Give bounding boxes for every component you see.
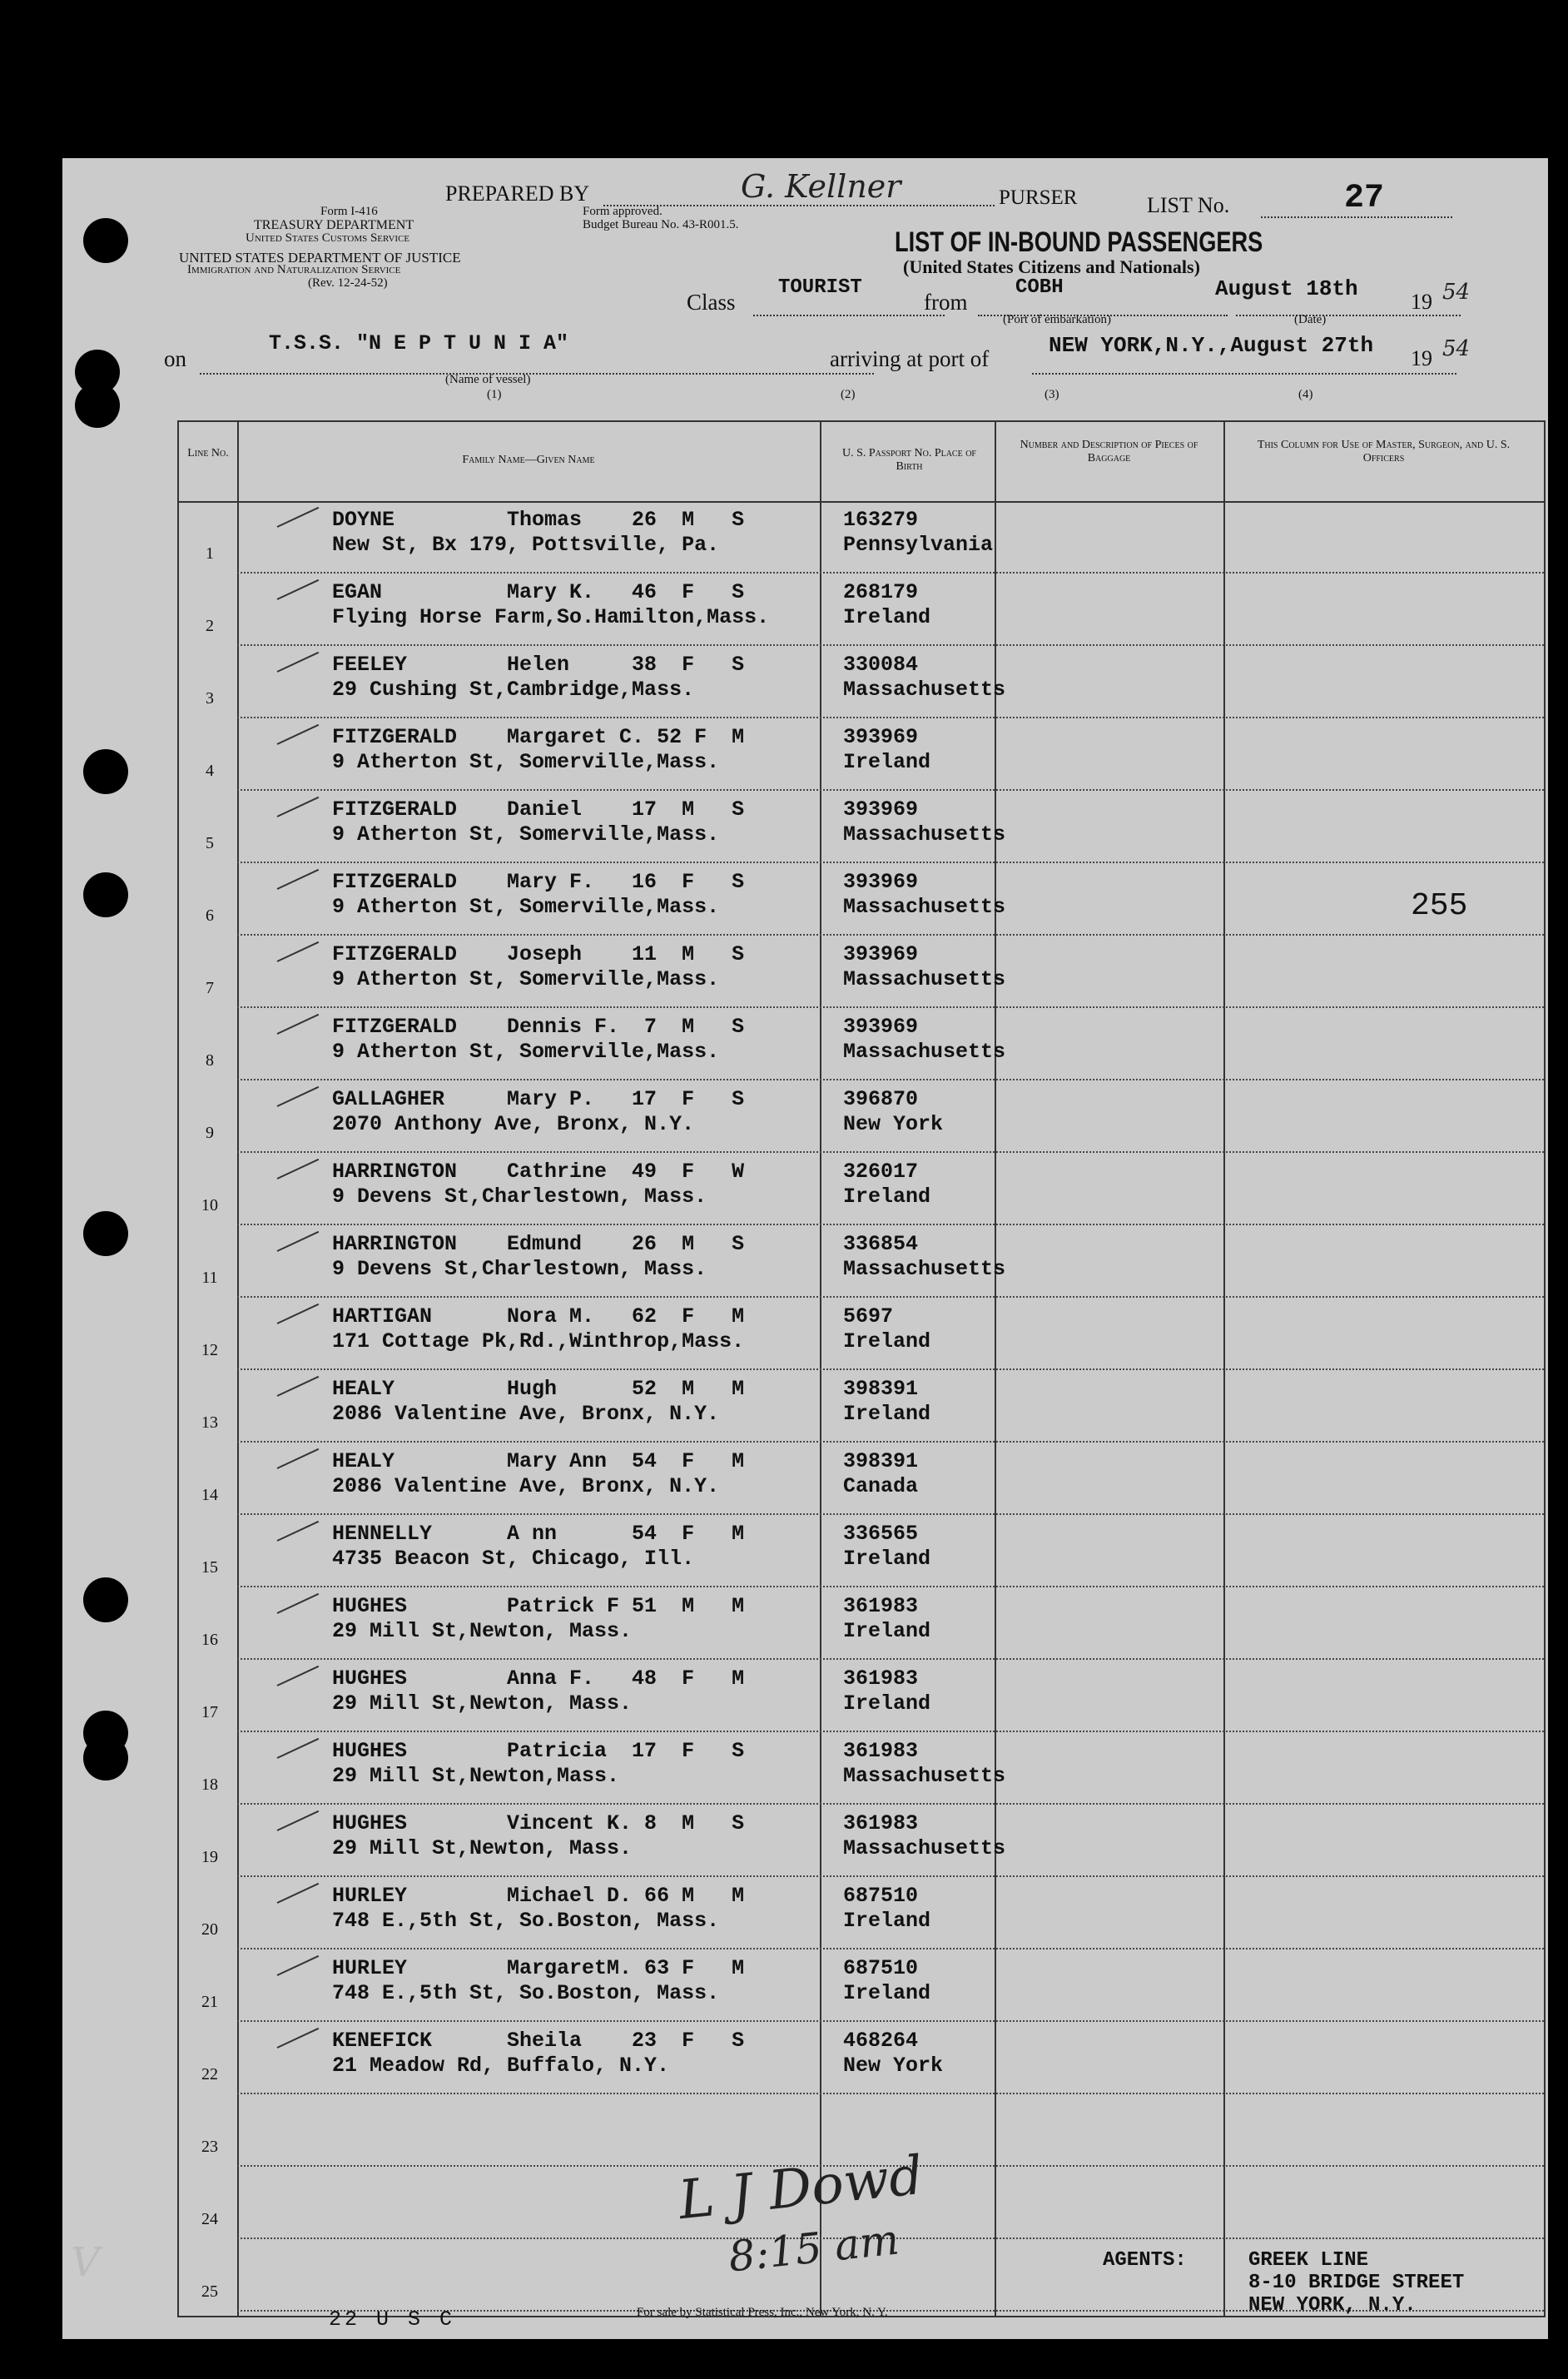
passenger-address-line: 9 Atherton St, Somerville,Mass. [332,1040,720,1064]
date-value: August 18th [1215,276,1358,301]
check-mark [277,2028,320,2049]
vessel-name: T.S.S. "N E P T U N I A" [269,331,569,355]
passenger-address-line: 748 E.,5th St, So.Boston, Mass. [332,1981,720,2005]
check-mark [277,1521,320,1542]
place-of-birth: Massachusetts [843,678,1006,702]
passenger-address-line: New St, Bx 179, Pottsville, Pa. [332,533,720,557]
header-passport: U. S. Passport No. Place of Birth [842,447,976,473]
check-mark [277,1955,320,1976]
place-of-birth: Ireland [843,1619,931,1643]
place-of-birth: Canada [843,1474,919,1498]
customs-service: United States Customs Service [246,231,410,245]
passenger-address-line: 9 Atherton St, Somerville,Mass. [332,967,720,991]
line-number: 19 [201,1848,218,1866]
stamp-number: 255 [1411,888,1468,924]
table-row [179,1805,1544,1877]
vessel-name-label: (Name of vessel) [445,373,531,386]
place-of-birth: Massachusetts [843,895,1006,919]
passenger-address-line: 9 Atherton St, Somerville,Mass. [332,895,720,919]
binder-hole [83,872,128,917]
table-row [179,1949,1544,2022]
prepared-by-label: PREPARED BY [445,181,590,206]
passport-number: 330084 [843,653,919,677]
table-row [179,1153,1544,1225]
passport-number: 687510 [843,1956,919,1980]
table-row [179,1298,1544,1370]
passenger-address-line: 9 Devens St,Charlestown, Mass. [332,1257,707,1281]
line-number: 24 [201,2210,218,2228]
passport-number: 361983 [843,1811,919,1835]
table-row [179,1443,1544,1515]
passport-number: 336854 [843,1232,919,1256]
passenger-name-line: HARTIGAN Nora M. 62 F M [332,1304,745,1329]
passenger-address-line: 9 Atherton St, Somerville,Mass. [332,822,720,847]
passport-number: 393969 [843,725,919,749]
place-of-birth: Massachusetts [843,1257,1006,1281]
check-mark [277,1448,320,1469]
place-of-birth: Ireland [843,1981,931,2005]
passenger-address-line: 9 Atherton St, Somerville,Mass. [332,750,720,774]
table-row [179,936,1544,1008]
agents-line-3: NEW YORK, N.Y. [1248,2294,1417,2317]
passport-number: 5697 [843,1304,894,1329]
table-row [179,863,1544,936]
officer-signature: L J Dowd [675,2144,926,2232]
check-mark [277,797,320,817]
passport-number: 398391 [843,1449,919,1473]
place-of-birth: Ireland [843,1185,931,1209]
line-number: 20 [201,1920,218,1939]
justice-department: UNITED STATES DEPARTMENT OF JUSTICE [179,250,461,266]
passenger-name-line: KENEFICK Sheila 23 F S [332,2029,745,2053]
check-mark [277,652,320,673]
binder-hole [83,218,128,263]
place-of-birth: Massachusetts [843,967,1006,991]
passenger-name-line: EGAN Mary K. 46 F S [332,580,745,604]
margin-mark: V [71,2239,100,2286]
place-of-birth: Ireland [843,1547,931,1571]
passport-number: 393969 [843,870,919,894]
passenger-address-line: 748 E.,5th St, So.Boston, Mass. [332,1909,720,1933]
passport-number: 393969 [843,797,919,822]
check-mark [277,1593,320,1614]
passport-number: 468264 [843,2029,919,2053]
passenger-address-line: Flying Horse Farm,So.Hamilton,Mass. [332,605,770,629]
year2-suffix: 54 [1442,336,1471,361]
manifest-sheet [62,158,1548,2339]
passenger-name-line: FITZGERALD Margaret C. 52 F M [332,725,745,749]
passenger-address-line: 171 Cottage Pk,Rd.,Winthrop,Mass. [332,1329,745,1353]
class-value: TOURIST [778,276,862,299]
line-number: 4 [206,762,214,780]
place-of-birth: New York [843,2054,944,2078]
revision: (Rev. 12-24-52) [308,276,388,290]
place-of-birth: Ireland [843,1909,931,1933]
year2-prefix: 19 [1411,346,1432,370]
passenger-name-line: FITZGERALD Joseph 11 M S [332,942,745,966]
table-row [179,574,1544,646]
agents-label: AGENTS: [1103,2249,1187,2272]
passport-number: 393969 [843,1015,919,1039]
table-row [179,1515,1544,1587]
passenger-address-line: 29 Mill St,Newton,Mass. [332,1764,620,1788]
arriving-value: NEW YORK,N.Y.,August 27th [1049,333,1374,358]
table-row [179,1080,1544,1153]
check-mark [277,579,320,600]
check-mark [277,1376,320,1397]
passport-number: 396870 [843,1087,919,1111]
from-label: from [924,290,968,315]
header-line-no: Line No. [187,447,229,459]
column-3-label: (3) [1045,388,1059,401]
passenger-name-line: DOYNE Thomas 26 M S [332,508,745,532]
check-mark [277,1810,320,1831]
line-number: 13 [201,1413,218,1432]
table-row [179,501,1544,574]
table-row [179,1587,1544,1660]
year-suffix: 54 [1442,280,1471,305]
table-row [179,1225,1544,1298]
passenger-name-line: HUGHES Anna F. 48 F M [332,1666,745,1691]
place-of-birth: Ireland [843,750,931,774]
agents-line-1: GREEK LINE [1248,2249,1369,2272]
from-value: COBH [1015,276,1064,299]
budget-bureau: Budget Bureau No. 43-R001.5. [583,218,739,231]
check-mark [277,1666,320,1686]
column-2-label: (2) [841,388,856,401]
place-of-birth: Ireland [843,1402,931,1426]
line-number: 8 [206,1051,214,1070]
line-number: 11 [201,1269,218,1287]
check-mark [277,1159,320,1180]
passenger-address-line: 9 Devens St,Charlestown, Mass. [332,1185,707,1209]
line-number: 10 [201,1196,218,1214]
column-1-label: (1) [487,388,502,401]
officer-time: 8:15 am [726,2215,901,2282]
port-of-embarkation-label: (Port of embarkation) [1003,313,1111,326]
passport-number: 361983 [843,1594,919,1618]
line-number: 21 [201,1993,218,2011]
place-of-birth: Massachusetts [843,1836,1006,1860]
table-row [179,1877,1544,1949]
line-number: 3 [206,689,214,708]
passenger-name-line: HEALY Hugh 52 M M [332,1377,745,1401]
passenger-name-line: HARRINGTON Edmund 26 M S [332,1232,745,1256]
binder-hole [83,1577,128,1622]
header-name: Family Name—Given Name [462,454,595,466]
check-mark [277,1231,320,1252]
immigration-service: Immigration and Naturalization Service [187,263,401,276]
passport-number: 361983 [843,1739,919,1763]
table-row [179,791,1544,863]
passenger-name-line: HURLEY MargaretM. 63 F M [332,1956,745,1980]
passport-number: 361983 [843,1666,919,1691]
date-label: (Date) [1294,313,1327,326]
purser-label: PURSER [999,186,1078,209]
check-mark [277,1883,320,1904]
passenger-table [177,420,1546,2332]
table-row [179,1008,1544,1080]
passenger-name-line: HUGHES Patricia 17 F S [332,1739,745,1763]
line-number: 9 [206,1124,214,1142]
line-number: 15 [201,1558,218,1577]
place-of-birth: Massachusetts [843,1764,1006,1788]
passenger-address-line: 2070 Anthony Ave, Bronx, N.Y. [332,1112,695,1136]
place-of-birth: Massachusetts [843,822,1006,847]
passenger-name-line: HARRINGTON Cathrine 49 F W [332,1160,745,1184]
line-number: 25 [201,2282,218,2301]
line-number: 22 [201,2065,218,2083]
passenger-name-line: FITZGERALD Daniel 17 M S [332,797,745,822]
passenger-address-line: 29 Cushing St,Cambridge,Mass. [332,678,695,702]
place-of-birth: New York [843,1112,944,1136]
passenger-name-line: HEALY Mary Ann 54 F M [332,1449,745,1473]
place-of-birth: Ireland [843,605,931,629]
check-mark [277,507,320,528]
passenger-address-line: 2086 Valentine Ave, Bronx, N.Y. [332,1402,720,1426]
line-number: 6 [206,906,214,925]
line-number: 1 [206,544,214,563]
agents-line-2: 8-10 BRIDGE STREET [1248,2272,1465,2294]
arriving-label: arriving at port of [830,346,990,371]
usc-note: 22 U S C [329,2307,456,2332]
year-prefix: 19 [1411,290,1432,314]
on-label: on [164,346,186,371]
passport-number: 326017 [843,1160,919,1184]
passenger-name-line: HUGHES Patrick F 51 M M [332,1594,745,1618]
footer-note: For sale by Statistical Press, Inc., New York, N. Y. [637,2306,888,2319]
check-mark [277,1738,320,1759]
table-row [179,646,1544,718]
passenger-address-line: 4735 Beacon St, Chicago, Ill. [332,1547,695,1571]
list-no-label: LIST No. [1147,193,1230,217]
binder-hole [83,1736,128,1781]
line-number: 7 [206,979,214,997]
line-number: 5 [206,834,214,852]
passenger-name-line: HUGHES Vincent K. 8 M S [332,1811,745,1835]
line-number: 14 [201,1486,218,1504]
passport-number: 687510 [843,1884,919,1908]
passenger-name-line: FITZGERALD Mary F. 16 F S [332,870,745,894]
place-of-birth: Ireland [843,1329,931,1353]
treasury-department: TREASURY DEPARTMENT [254,218,414,232]
check-mark [277,1014,320,1035]
passenger-name-line: HURLEY Michael D. 66 M M [332,1884,745,1908]
table-row [179,1370,1544,1443]
form-number: Form I-416 [320,205,378,218]
form-approved: Form approved. [583,205,662,218]
passenger-address-line: 21 Meadow Rd, Buffalo, N.Y. [332,2054,670,2078]
passenger-name-line: FITZGERALD Dennis F. 7 M S [332,1015,745,1039]
passport-number: 163279 [843,508,919,532]
place-of-birth: Massachusetts [843,1040,1006,1064]
check-mark [277,1304,320,1324]
passenger-name-line: FEELEY Helen 38 F S [332,653,745,677]
passenger-address-line: 29 Mill St,Newton, Mass. [332,1619,633,1643]
prepared-by-signature: G. Kellner [741,168,901,205]
passport-number: 398391 [843,1377,919,1401]
list-title: LIST OF IN-BOUND PASSENGERS [895,226,1263,258]
check-mark [277,1086,320,1107]
check-mark [277,724,320,745]
passport-number: 393969 [843,942,919,966]
passenger-address-line: 29 Mill St,Newton, Mass. [332,1836,633,1860]
check-mark [277,941,320,962]
binder-hole [75,383,120,428]
passenger-name-line: GALLAGHER Mary P. 17 F S [332,1087,745,1111]
column-4-label: (4) [1298,388,1313,401]
table-row [179,1732,1544,1805]
class-label: Class [687,290,736,315]
passenger-address-line: 29 Mill St,Newton, Mass. [332,1691,633,1716]
list-number: 27 [1344,180,1385,217]
table-row [179,718,1544,791]
binder-hole [83,1211,128,1256]
passport-number: 268179 [843,580,919,604]
passport-number: 336565 [843,1522,919,1546]
check-mark [277,869,320,890]
line-number: 2 [206,617,214,635]
passenger-address-line: 2086 Valentine Ave, Bronx, N.Y. [332,1474,720,1498]
table-row [179,2022,1544,2094]
line-number: 23 [201,2138,218,2156]
place-of-birth: Ireland [843,1691,931,1716]
passenger-name-line: HENNELLY A nn 54 F M [332,1522,745,1546]
header-baggage: Number and Description of Pieces of Baggage [1020,439,1198,464]
line-number: 18 [201,1776,218,1794]
list-subtitle: (United States Citizens and Nationals) [903,256,1200,277]
header-officers: This Column for Use of Master, Surgeon, and U. S. Officers [1257,439,1511,464]
line-number: 12 [201,1341,218,1359]
binder-hole [83,749,128,794]
line-number: 16 [201,1631,218,1649]
line-number: 17 [201,1703,218,1721]
table-row [179,1660,1544,1732]
place-of-birth: Pennsylvania [843,533,994,557]
